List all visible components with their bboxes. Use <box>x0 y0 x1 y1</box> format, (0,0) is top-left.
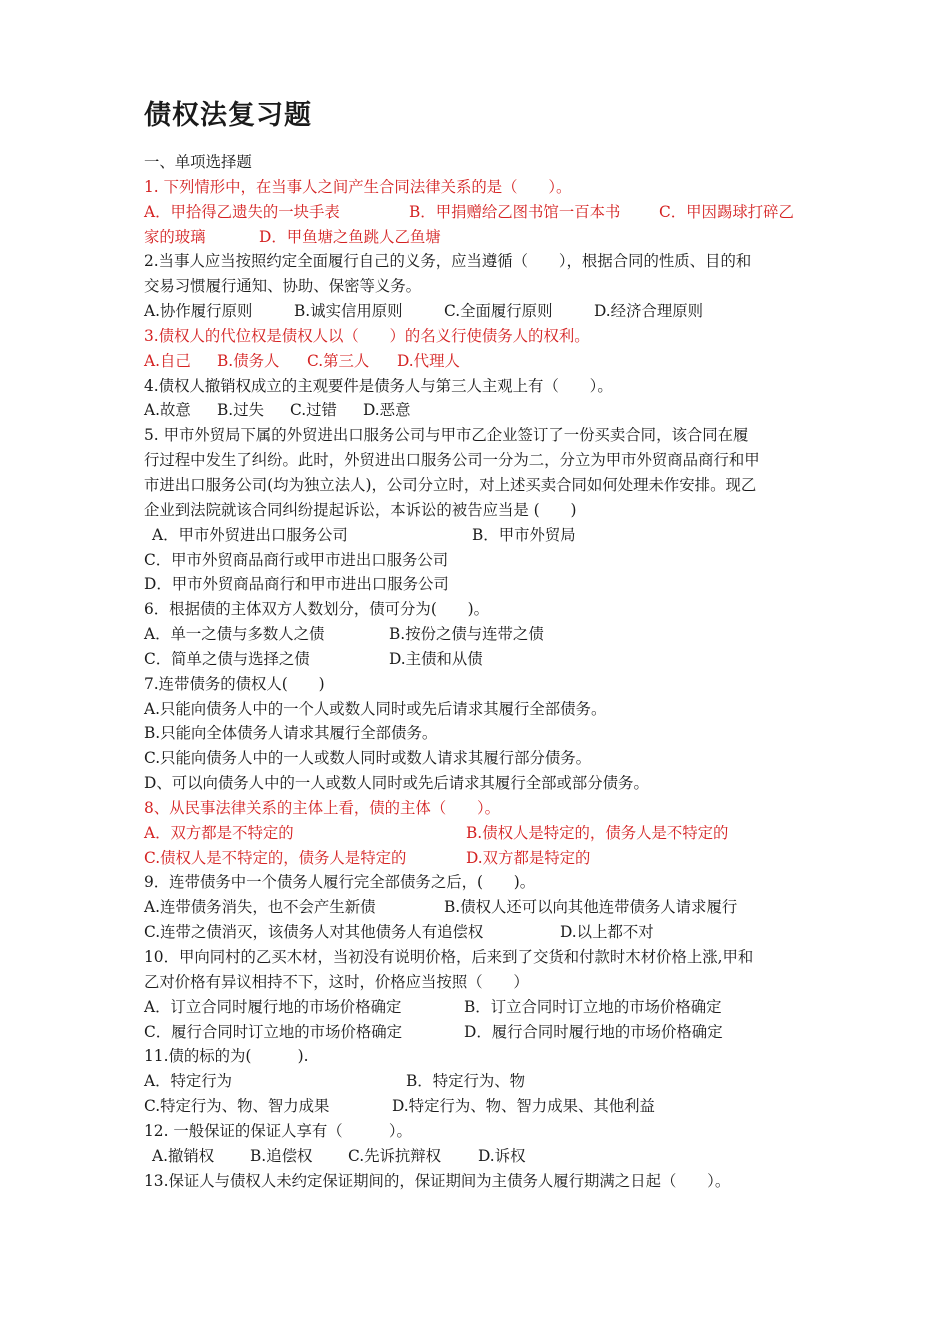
option-text: B．订立合同时订立地的市场价格确定 <box>464 997 722 1016</box>
line-text: 9．连带债务中一个债务人履行完全部债务之后，( )。 <box>144 873 536 892</box>
line-text: C．甲市外贸商品商行或甲市进出口服务公司 <box>144 550 449 569</box>
text-line <box>144 548 824 573</box>
option-text: D.特定行为、物、智力成果、其他利益 <box>392 1097 655 1116</box>
line-text: 家的玻璃 <box>144 227 206 246</box>
line-text: 7.连带债务的债权人( ) <box>144 674 325 693</box>
option-text: B.债权人是特定的，债务人是不特定的 <box>466 823 729 842</box>
line-text: C．简单之债与选择之债 <box>144 649 310 668</box>
line-text: A.自己 <box>144 351 191 370</box>
option-text: B.过失 <box>217 401 264 420</box>
text-line <box>144 398 824 423</box>
text-line <box>144 597 824 622</box>
line-text: 10．甲向同村的乙买木材，当初没有说明价格，后来到了交货和付款时木材价格上涨,甲和 <box>144 948 754 966</box>
option-text: B．甲市外贸局 <box>472 525 576 544</box>
text-line <box>144 473 824 498</box>
line-text: 市进出口服务公司(均为独立法人)，公司分立时，对上述买卖合同如何处理未作安排。现乙 <box>144 475 757 494</box>
line-text: D、可以向债务人中的一人或数人同时或先后请求其履行全部或部分债务。 <box>144 774 649 793</box>
line-text: A.撤销权 <box>152 1146 215 1165</box>
line-text: A．甲拾得乙遗失的一块手表 <box>144 202 340 221</box>
text-line <box>144 448 824 473</box>
text-line <box>144 1119 824 1144</box>
text-line <box>144 970 824 995</box>
option-text: B.债务人 <box>217 351 280 370</box>
line-text: 2.当事人应当按照约定全面履行自己的义务，应当遵循（ ），根据合同的性质、目的和 <box>144 252 752 271</box>
text-line <box>144 1044 824 1069</box>
line-text: 交易习惯履行通知、协助、保密等义务。 <box>144 277 422 296</box>
line-text: A.协作履行原则 <box>144 302 253 321</box>
option-text: B.诚实信用原则 <box>294 302 403 321</box>
option-text: D．履行合同时履行地的市场价格确定 <box>464 1022 723 1041</box>
option-text: B．特定行为、物 <box>406 1072 526 1091</box>
line-text: C.特定行为、物、智力成果 <box>144 1097 330 1116</box>
line-text: 12. 一般保证的保证人享有（ ）。 <box>144 1121 412 1140</box>
text-line <box>144 920 824 945</box>
text-line <box>144 423 824 448</box>
text-line <box>144 796 824 821</box>
text-line <box>144 299 824 324</box>
option-text: D.经济合理原则 <box>594 302 704 321</box>
option-text: D.主债和从债 <box>389 649 483 668</box>
line-text: 1. 下列情形中，在当事人之间产生合同法律关系的是（ ）。 <box>144 177 572 196</box>
option-text: D.恶意 <box>363 401 411 420</box>
option-text: C.先诉抗辩权 <box>348 1146 442 1165</box>
text-line <box>144 846 824 871</box>
option-text: B.债权人还可以向其他连带债务人请求履行 <box>444 898 738 917</box>
text-line <box>144 622 824 647</box>
option-text: C.全面履行原则 <box>444 302 553 321</box>
text-line <box>144 274 824 299</box>
option-text: D.代理人 <box>397 351 460 370</box>
option-text: C.过错 <box>290 401 337 420</box>
text-line <box>144 498 824 523</box>
text-line <box>144 1144 824 1169</box>
option-text: B．甲捐赠给乙图书馆一百本书 <box>409 202 621 221</box>
text-line <box>144 697 824 722</box>
line-text: A.连带债务消失，也不会产生新债 <box>144 898 376 917</box>
line-text: D．甲市外贸商品商行和甲市进出口服务公司 <box>144 575 449 594</box>
text-line <box>144 895 824 920</box>
document-page <box>144 96 824 1193</box>
text-line <box>144 721 824 746</box>
option-text: D.诉权 <box>478 1146 526 1165</box>
line-text: A．双方都是不特定的 <box>144 823 294 842</box>
text-line <box>144 200 824 225</box>
line-text: C．履行合同时订立地的市场价格确定 <box>144 1022 403 1041</box>
line-text: 4.债权人撤销权成立的主观要件是债务人与第三人主观上有（ ）。 <box>144 376 613 395</box>
text-line <box>144 1069 824 1094</box>
text-line <box>144 746 824 771</box>
text-line <box>144 374 824 399</box>
option-text: B.追偿权 <box>250 1146 313 1165</box>
line-text: 6．根据债的主体双方人数划分，债可分为( )。 <box>144 600 490 619</box>
line-text: C.只能向债务人中的一人或数人同时或数人请求其履行部分债务。 <box>144 749 592 768</box>
option-text: B.按份之债与连带之债 <box>389 625 544 644</box>
line-text: C.债权人是不特定的，债务人是特定的 <box>144 848 407 867</box>
line-text: 3.债权人的代位权是债权人以（ ）的名义行使债务人的权利。 <box>144 326 590 345</box>
text-line <box>144 995 824 1020</box>
section-heading: 一、单项选择题 <box>144 153 252 171</box>
text-line <box>144 572 824 597</box>
text-line <box>144 945 824 970</box>
line-text: 5. 甲市外贸局下属的外贸进出口服务公司与甲市乙企业签订了一份买卖合同，该合同在履 <box>144 426 749 445</box>
line-text: A．订立合同时履行地的市场价格确定 <box>144 997 402 1016</box>
line-text: 13.保证人与债权人未约定保证期间的，保证期间为主债务人履行期满之日起（ ）。 <box>144 1171 731 1190</box>
option-text: C.第三人 <box>307 351 370 370</box>
option-text: D.以上都不对 <box>560 923 654 942</box>
text-line <box>144 821 824 846</box>
line-text: 11.债的标的为( ). <box>144 1047 309 1066</box>
text-line <box>144 324 824 349</box>
text-line <box>144 1020 824 1045</box>
line-text: A.故意 <box>144 401 191 420</box>
text-line <box>144 523 824 548</box>
option-text: D．甲鱼塘之鱼跳人乙鱼塘 <box>259 227 441 246</box>
text-line <box>144 175 824 200</box>
text-line <box>144 870 824 895</box>
option-text: C．甲因踢球打碎乙 <box>659 202 794 221</box>
text-line <box>144 1169 824 1194</box>
text-line <box>144 672 824 697</box>
line-text: A．特定行为 <box>144 1072 233 1091</box>
line-text: 8、从民事法律关系的主体上看，债的主体（ ）。 <box>144 798 501 817</box>
line-text: B.只能向全体债务人请求其履行全部债务。 <box>144 724 438 743</box>
text-line <box>144 771 824 796</box>
text-line <box>144 225 824 250</box>
document-title: 债权法复习题 <box>144 100 312 131</box>
option-text: D.双方都是特定的 <box>466 848 591 867</box>
line-text: A．单一之债与多数人之债 <box>144 625 325 644</box>
line-text: 行过程中发生了纠纷。此时，外贸进出口服务公司一分为二，分立为甲市外贸商品商行和甲 <box>144 451 760 470</box>
line-text: 乙对价格有异议相持不下，这时，价格应当按照（ ） <box>144 972 529 991</box>
text-line <box>144 647 824 672</box>
question-list <box>144 175 824 1194</box>
text-line <box>144 249 824 274</box>
line-text: C.连带之债消灭，该债务人对其他债务人有追偿权 <box>144 923 484 942</box>
line-text: 企业到法院就该合同纠纷提起诉讼，本诉讼的被告应当是 ( ) <box>144 500 577 519</box>
text-line <box>144 349 824 374</box>
line-text: A.只能向债务人中的一个人或数人同时或先后请求其履行全部债务。 <box>144 699 607 718</box>
line-text: A．甲市外贸进出口服务公司 <box>152 525 348 544</box>
text-line <box>144 1094 824 1119</box>
